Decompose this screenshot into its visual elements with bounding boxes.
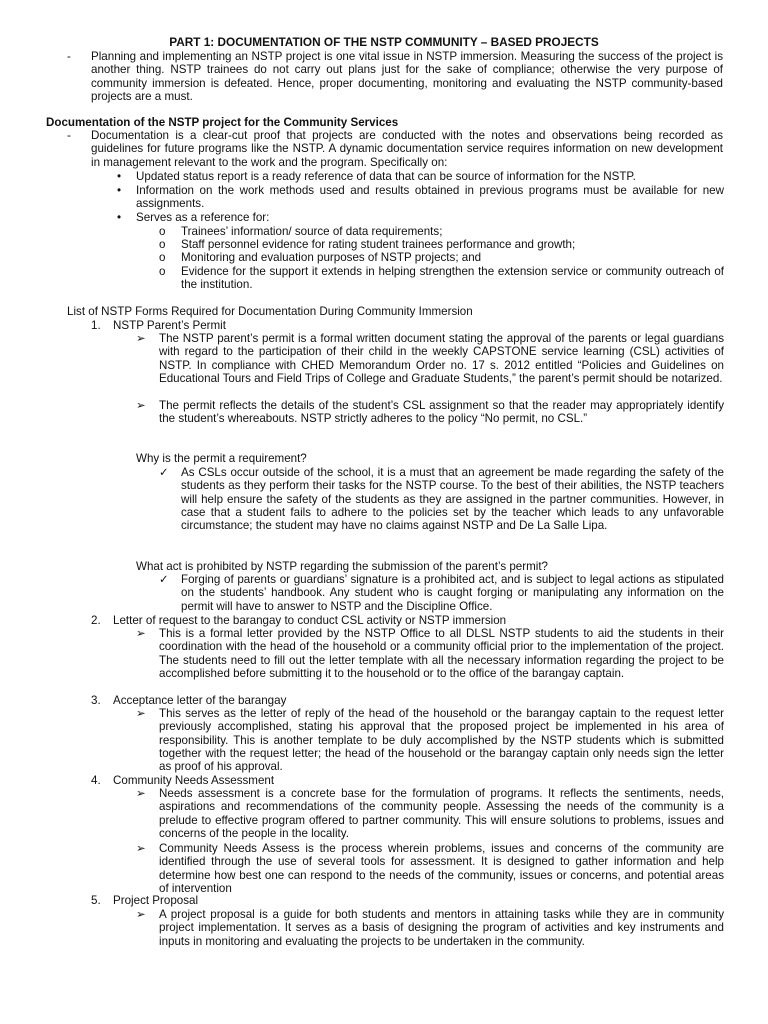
form-number: 3.: [91, 694, 101, 707]
arrow-bullet-icon: ➢: [136, 908, 146, 921]
form-item: A project proposal is a guide for both students and mentors in attaining tasks while they are in community project implementation. It serves as a basis of designing the program of activities and key instruments and inputs in monitoring and evaluating the projects to be undertaken in the community.: [159, 908, 724, 948]
arrow-bullet-icon: ➢: [136, 332, 146, 345]
form-number: 5.: [91, 894, 101, 907]
bullet-item: Information on the work methods used and results obtained in previous programs must be available for new assignments.: [136, 184, 724, 211]
answer-item: Forging of parents or guardians’ signature is a prohibited act, and is subject to legal actions as stipulated on the students’ handbook. Any student who is caught forging or manipulating any information on the permit will have to answer to NSTP and the Discipline Office.: [181, 573, 724, 613]
sub-bullet-marker: o: [159, 238, 166, 251]
bullet-marker: •: [117, 184, 122, 197]
form-item: This serves as the letter of reply of the head of the household or the barangay captain to the request letter previously accomplished, stating his approval that the proposed project be implemented in his area of responsibility. This is another template to be duly accomplished by the NSTP students which is submitted together with the request letter; the head of the household or the barangay captain only needs sign the letter as proof of his approval.: [159, 707, 724, 774]
question-heading: Why is the permit a requirement?: [136, 452, 307, 465]
section-heading: Documentation of the NSTP project for the Community Services: [46, 116, 399, 129]
form-title: NSTP Parent’s Permit: [113, 319, 226, 332]
sub-bullet-marker: o: [159, 265, 166, 278]
form-item: Community Needs Assess is the process wherein problems, issues and concerns of the community are identified through the use of several tools for assessment. It is designed to gather information and help determine how best one can respond to the needs of the community, issues or concerns, and potential areas of intervention: [159, 842, 724, 895]
form-title: Community Needs Assessment: [113, 774, 275, 787]
form-number: 1.: [91, 319, 101, 332]
page-title: PART 1: DOCUMENTATION OF THE NSTP COMMUNITY – BASED PROJECTS: [169, 35, 599, 49]
sub-bullet-marker: o: [159, 251, 166, 264]
arrow-bullet-icon: ➢: [136, 707, 146, 720]
intro-paragraph: Planning and implementing an NSTP project is one vital issue in NSTP immersion. Measuring the success of the project is another thing. NSTP trainees do not carry out plans just for the sake of compliance; otherwise the very purpose of community immersion is defeated. Hence, proper documenting, monitoring and evaluating the NSTP community-based projects are a must.: [91, 50, 723, 103]
sub-bullet-marker: o: [159, 225, 166, 238]
form-item: The NSTP parent’s permit is a formal written document stating the approval of the parents or legal guardians with regard to the participation of their child in the weekly CAPSTONE service learning (CSL) activities of NSTP. In compliance with CHED Memorandum Order no. 17 s. 2012 entitled “Policies and Guidelines on Educational Tours and Field Trips of College and Graduate Students,” the parent’s permit should be notarized.: [159, 332, 724, 385]
form-title: Letter of request to the barangay to conduct CSL activity or NSTP immersion: [113, 614, 507, 627]
answer-item: As CSLs occur outside of the school, it is a must that an agreement be made regarding the safety of the students as they perform their tasks for the NSTP course. To the best of their abilities, the NSTP teachers will help ensure the safety of the students as they are assigned in the partner communities. However, in case that a student fails to adhere to the policies set by the teacher which leads to any unfavorable circumstance; the student may have no claims against NSTP and De La Salle Lipa.: [181, 466, 724, 533]
form-item: Needs assessment is a concrete base for the formulation of programs. It reflects the sentiments, needs, aspirations and recommendations of the community people. Assessing the needs of the community is a prelude to effective program offered to partner community. This will ensure solutions to problems, issues and concerns of the people in the locality.: [159, 787, 724, 840]
form-title: Project Proposal: [113, 894, 199, 907]
forms-list-heading: List of NSTP Forms Required for Documentation During Community Immersion: [67, 305, 473, 318]
arrow-bullet-icon: ➢: [136, 627, 146, 640]
sub-bullet-item: Trainees’ information/ source of data requirements;: [181, 225, 443, 238]
form-item: This is a formal letter provided by the NSTP Office to all DLSL NSTP students to aid the students in their coordination with the head of the household or a community official prior to the implementation of the project. The students need to fill out the letter template with all the necessary information regarding the project to be accomplished before submitting it to the household or to the office of the barangay captain.: [159, 627, 724, 680]
arrow-bullet-icon: ➢: [136, 842, 146, 855]
form-title: Acceptance letter of the barangay: [113, 694, 287, 707]
bullet-item: Serves as a reference for:: [136, 211, 270, 224]
form-item: The permit reflects the details of the student’s CSL assignment so that the reader may appropriately identify the student’s whereabouts. NSTP strictly adheres to the policy “No permit, no CSL.”: [159, 399, 724, 426]
bullet-marker: •: [117, 211, 122, 224]
arrow-bullet-icon: ➢: [136, 399, 146, 412]
sub-bullet-item: Evidence for the support it extends in helping strengthen the extension service or community outreach of the institution.: [181, 265, 724, 292]
sub-bullet-item: Monitoring and evaluation purposes of NSTP projects; and: [181, 251, 482, 264]
check-icon: ✓: [159, 573, 169, 586]
sub-bullet-item: Staff personnel evidence for rating student trainees performance and growth;: [181, 238, 576, 251]
documentation-paragraph: Documentation is a clear-cut proof that projects are conducted with the notes and observations being recorded as guidelines for future programs like the NSTP. A dynamic documentation service requires information on new development in management relevant to the work and the program. Specifically on:: [91, 129, 723, 169]
bullet-item: Updated status report is a ready reference of data that can be source of information for the NSTP.: [136, 170, 636, 183]
arrow-bullet-icon: ➢: [136, 787, 146, 800]
form-number: 4.: [91, 774, 101, 787]
dash-marker: -: [67, 129, 71, 142]
bullet-marker: •: [117, 170, 122, 183]
dash-marker: -: [67, 50, 71, 63]
question-heading: What act is prohibited by NSTP regarding the submission of the parent’s permit?: [136, 560, 549, 573]
form-number: 2.: [91, 614, 101, 627]
check-icon: ✓: [159, 466, 169, 479]
